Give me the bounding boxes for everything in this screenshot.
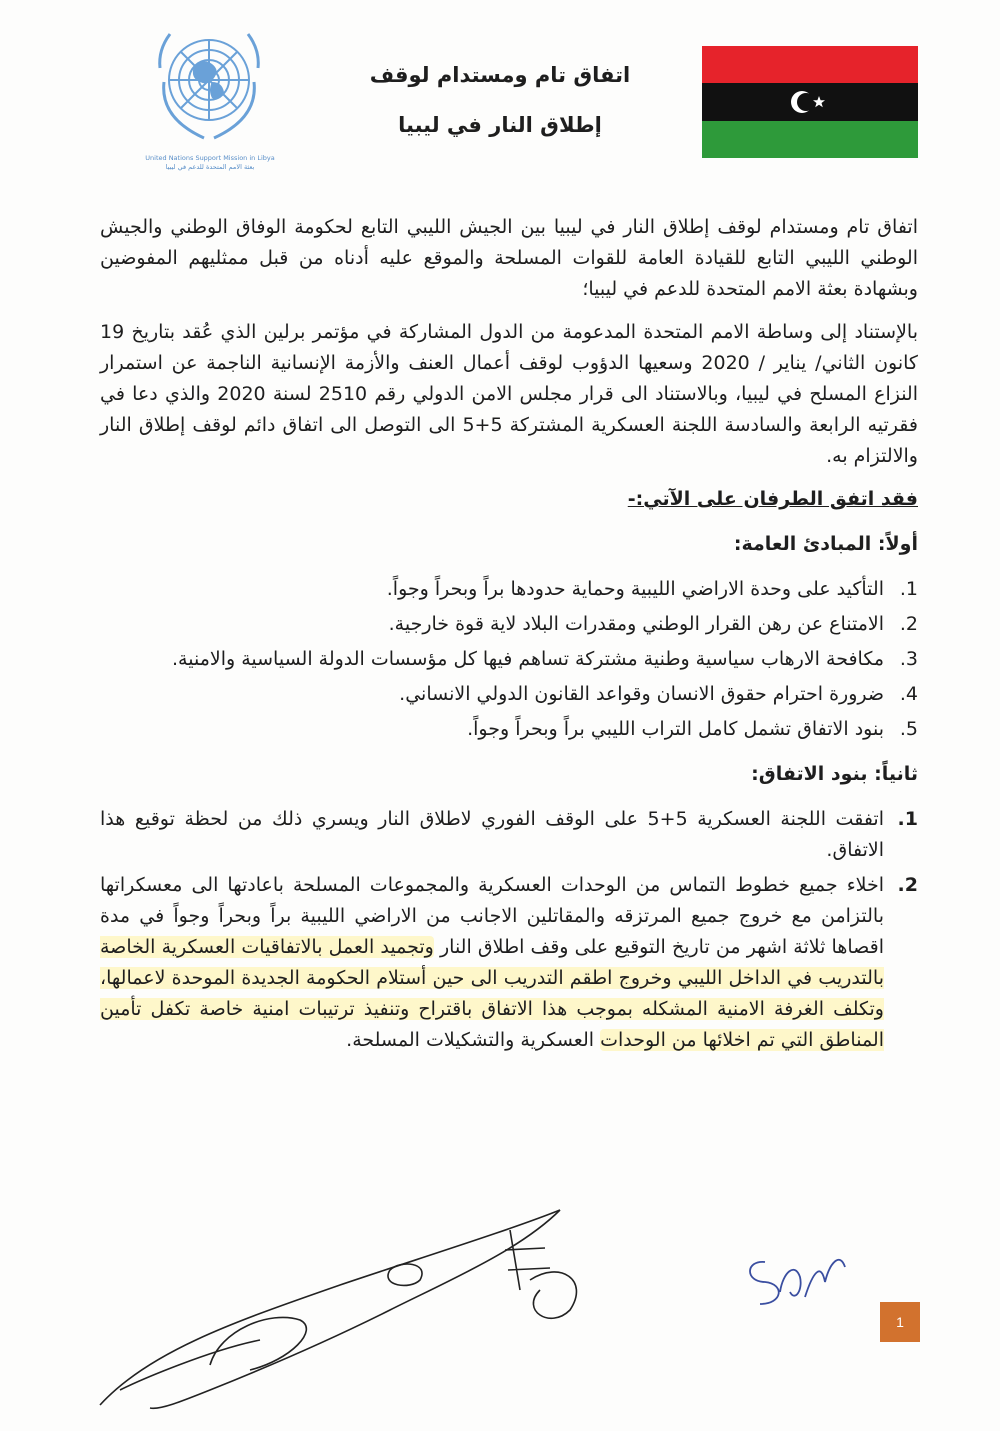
intro-paragraph-2: بالإستناد إلى وساطة الامم المتحدة المدعومة من الدول المشاركة في مؤتمر برلين الذي عُقد بتاريخ 19 كانون الثاني/ يناير / 2020 وسعيها الدؤوب لوقف أعمال العنف والأزمة الإنسانية الناجمة عن استمرار النزاع المسلح في ليبيا، وبالاستناد الى قرار مجلس الامن الدولي رقم 2510 لسنة 2020 والذي دعا في فقرتيه الرابعة والسادسة اللجنة العسكرية المشتركة 5+5 الى التوصل الى اتفاق دائم لوقف إطلاق النار والالتزام به. (100, 321, 919, 467)
document-title (340, 50, 660, 150)
term-2-text: اخلاء جميع خطوط التماس من الوحدات العسكرية والمجموعات المسلحة باعادتها الى معسكراتها بالتزامن مع خروج جميع المرتزقه والمقاتلين الاجانب من الاراضي الليبية براً وبحراً وجواً في مدة اقصاها ثلاثة اشهر من تاريخ التوقيع على وقف اطلاق النار (100, 874, 884, 958)
document-body (100, 212, 918, 1070)
agreement-terms-list (100, 804, 918, 1056)
list-item: 4. ضرورة احترام حقوق الانسان وقواعد القانون الدولي الانساني. (399, 683, 918, 705)
list-item: 1. التأكيد على وحدة الاراضي الليبية وحماية حدودها براً وبحراً وجواً. (386, 578, 918, 600)
principles-list (100, 574, 918, 745)
list-item: 2. اخلاء جميع خطوط التماس من الوحدات العسكرية والمجموعات المسلحة باعادتها الى معسكراتها بالتزامن مع خروج جميع المرتزقه والمقاتلين الاجانب من الاراضي الليبية براً وبحراً وجواً في مدة اقصاها ثلاثة اشهر من تاريخ التوقيع على وقف اطلاق النار وتجميد العمل بالاتفاقيات العسكرية الخاصة بالتدريب في الداخل الليبي وخروج اطقم التدريب الى حين أستلام الحكومة الجديدة الموحدة لاعمالها، وتكلف الغرفة الامنية المشكله بموجب هذا الاتفاق باقتراح وتنفيذ ترتيبات امنية خاصة تكفل تأمين المناطق التي تم اخلائها من الوحدات العسكرية والتشكيلات المسلحة. (100, 874, 918, 1051)
title-line-1: اتفاق تام ومستدام لوقف (369, 63, 631, 87)
highlighted-text: وتجميد العمل بالاتفاقيات العسكرية الخاصة بالتدريب في الداخل الليبي وخروج اطقم التدريب الى حين أستلام الحكومة الجديدة الموحدة لاعمالها، وتكلف الغرفة الامنية المشكله بموجب هذا الاتفاق باقتراح وتنفيذ ترتيبات امنية خاصة تكفل تأمين المناطق التي تم اخلائها من الوحدات (100, 936, 884, 1051)
un-caption-arabic: بعثة الامم المتحدة للدعم في ليبيا (165, 163, 255, 171)
page-number: 1 (880, 1302, 920, 1342)
signature-left-icon (90, 1190, 610, 1420)
list-item: 3. مكافحة الارهاب سياسية وطنية مشتركة تساهم فيها كل مؤسسات الدولة السياسية والامنية. (172, 648, 918, 670)
libyan-flag-icon (702, 46, 918, 158)
un-caption (110, 154, 310, 172)
list-item: 2. الامتناع عن رهن القرار الوطني ومقدرات البلاد لاية قوة خارجية. (388, 613, 918, 635)
list-item: 5. بنود الاتفاق تشمل كامل التراب الليبي براً وبحراً وجواً. (467, 718, 918, 740)
un-caption-english: United Nations Support Mission in Libya (145, 154, 275, 162)
section2-heading: ثانياً: بنود الاتفاق: (751, 763, 918, 785)
title-line-2: إطلاق النار في ليبيا (398, 113, 602, 137)
agreed-heading: فقد اتفق الطرفان على الآتي:- (627, 488, 918, 510)
signature-right-icon (735, 1232, 855, 1322)
term-2-text-end: العسكرية والتشكيلات المسلحة. (346, 1029, 601, 1051)
un-emblem-icon (146, 22, 272, 146)
crescent-star-icon (787, 87, 833, 117)
list-item: 1. اتفقت اللجنة العسكرية 5+5 على الوقف الفوري لاطلاق النار ويسري ذلك من لحظة توقيع هذا الاتفاق. (100, 808, 918, 861)
intro-paragraph-1: اتفاق تام ومستدام لوقف إطلاق النار في ليبيا بين الجيش الليبي التابع لحكومة الوفاق الوطني والجيش الوطني الليبي التابع للقيادة العامة للقوات المسلحة والموقع عليه أدناه من قبل ممثليهم المفوضين وبشهادة بعثة الامم المتحدة للدعم في ليبيا؛ (100, 216, 918, 300)
section1-heading: أولاً: المبادئ العامة: (733, 533, 918, 555)
